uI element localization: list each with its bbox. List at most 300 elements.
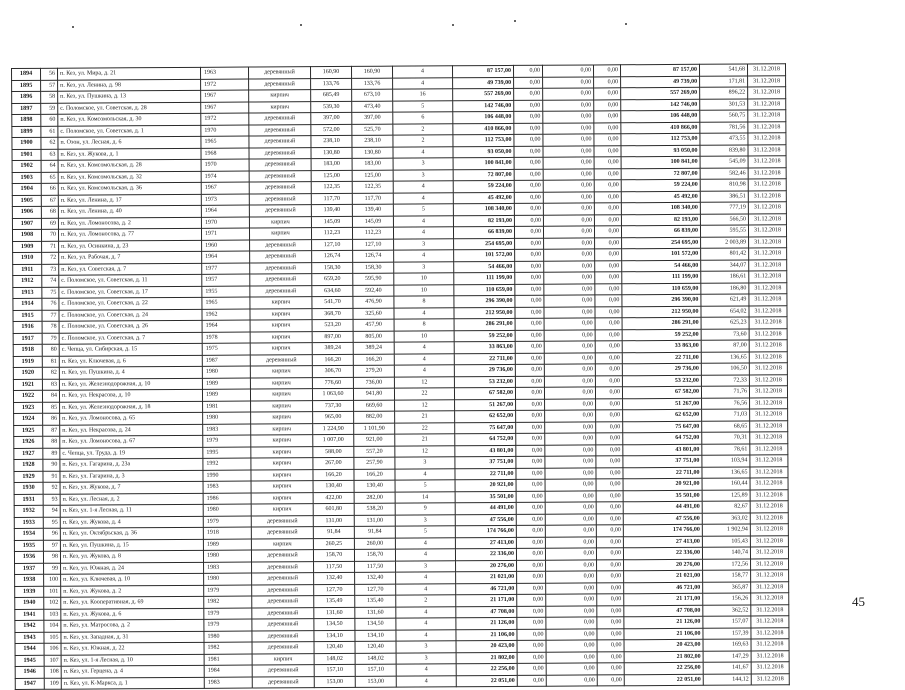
cell-date: 31.12.2018: [749, 294, 787, 306]
cell-floors: 4: [393, 215, 453, 227]
cell-address: п. Кез, ул. Ленина, д. 98: [58, 79, 201, 91]
cell-n: 98: [43, 551, 60, 563]
cell-material: деревянный: [252, 607, 314, 619]
cell-residual: 186,80: [701, 282, 749, 294]
cell-v1: 0,00: [517, 640, 546, 652]
cell-v1: 0,00: [517, 663, 546, 675]
cell-v2: 0,00: [546, 663, 597, 675]
cell-cost: 112 753,00: [453, 134, 514, 146]
cell-address: п. Кез, ул. 1-я Лесная, д. 10: [61, 654, 204, 666]
cell-cost: 212 950,00: [454, 307, 515, 319]
cell-area: 130,80: [311, 147, 352, 159]
cell-area: 158,70: [313, 549, 354, 561]
cell-cost: 33 863,00: [454, 341, 515, 353]
cell-no: 1937: [15, 563, 44, 575]
cell-v3: 0,00: [594, 76, 621, 88]
cell-date: 31.12.2018: [748, 167, 786, 179]
cell-residual: 172,56: [703, 558, 751, 570]
page-number: 45: [852, 594, 865, 609]
cell-area: 133,76: [311, 78, 352, 90]
cell-residual: 344,07: [701, 259, 749, 271]
cell-v3: 0,00: [594, 122, 621, 134]
cell-address: с. Поломское, ул. Советская, д. 17: [59, 286, 202, 298]
cell-n: 97: [43, 540, 60, 552]
cell-n: 100: [44, 574, 61, 586]
cell-living-area: 183,00: [352, 158, 393, 170]
cell-cost: 21 106,00: [456, 629, 517, 641]
cell-v3: 0,00: [596, 479, 623, 491]
cell-v2: 0,00: [546, 594, 597, 606]
cell-v2: 0,00: [544, 260, 595, 272]
cell-cost: 43 801,00: [455, 445, 516, 457]
cell-v3: 0,00: [595, 318, 622, 330]
cell-date: 31.12.2018: [749, 282, 787, 294]
cell-cost: 35 501,00: [455, 491, 516, 503]
cell-year: 1981: [204, 654, 252, 666]
cell-living-area: 134,10: [355, 630, 396, 642]
cell-v3: 0,00: [596, 490, 623, 502]
cell-v2: 0,00: [544, 295, 595, 307]
cell-balance: 45 492,00: [621, 191, 700, 203]
cell-v2: 0,00: [546, 582, 597, 594]
cell-balance: 47 556,00: [623, 513, 702, 525]
cell-material: кирпич: [251, 469, 313, 481]
cell-date: 31.12.2018: [750, 489, 788, 501]
cell-n: 93: [43, 494, 60, 506]
cell-cost: 111 199,00: [454, 272, 515, 284]
cell-floors: 4: [394, 365, 454, 377]
cell-living-area: 153,00: [355, 676, 396, 688]
cell-date: 31.12.2018: [750, 512, 788, 524]
cell-v3: 0,00: [597, 605, 624, 617]
cell-residual: 186,61: [701, 271, 749, 283]
cell-floors: 4: [394, 342, 454, 354]
cell-balance: 53 232,00: [622, 375, 701, 387]
cell-balance: 101 572,00: [622, 248, 701, 260]
cell-residual: 621,49: [701, 294, 749, 306]
cell-year: 1973: [201, 194, 249, 206]
cell-n: 78: [42, 321, 59, 333]
cell-balance: 106 448,00: [621, 110, 700, 122]
cell-n: 101: [44, 586, 61, 598]
cell-cost: 59 252,00: [454, 330, 515, 342]
cell-no: 1932: [14, 505, 43, 517]
cell-n: 103: [44, 609, 61, 621]
cell-year: 1982: [204, 642, 252, 654]
cell-floors: 2: [393, 123, 453, 135]
cell-date: 31.12.2018: [750, 397, 788, 409]
cell-balance: 87 157,00: [620, 64, 699, 76]
cell-n: 59: [41, 103, 58, 115]
cell-floors: 2: [393, 135, 453, 147]
cell-v1: 0,00: [514, 77, 543, 89]
cell-residual: 160,44: [702, 478, 750, 490]
cell-v2: 0,00: [542, 65, 593, 77]
cell-date: 31.12.2018: [748, 133, 786, 145]
cell-material: деревянный: [251, 550, 313, 562]
cell-v2: 0,00: [546, 571, 597, 583]
cell-cost: 54 466,00: [454, 261, 515, 273]
cell-cost: 22 711,00: [454, 353, 515, 365]
cell-v1: 0,00: [514, 169, 543, 181]
cell-year: 1970: [201, 125, 249, 137]
cell-v3: 0,00: [596, 467, 623, 479]
cell-v3: 0,00: [595, 387, 622, 399]
cell-floors: 3: [395, 457, 455, 469]
cell-no: 1913: [13, 287, 42, 299]
cell-material: деревянный: [249, 78, 311, 90]
cell-residual: 71,76: [701, 386, 749, 398]
cell-material: деревянный: [249, 136, 311, 148]
cell-material: деревянный: [250, 262, 312, 274]
cell-cost: 142 746,00: [453, 100, 514, 112]
cell-living-area: 133,76: [352, 78, 393, 90]
cell-address: п. Кез, ул. Гагарина, д. 23а: [60, 458, 203, 470]
cell-area: 127,70: [314, 584, 355, 596]
cell-v3: 0,00: [596, 536, 623, 548]
cell-living-area: 130,40: [354, 480, 395, 492]
cell-living-area: 882,00: [354, 411, 395, 423]
cell-balance: 72 807,00: [621, 168, 700, 180]
cell-balance: 59 252,00: [622, 329, 701, 341]
cell-year: 1984: [204, 665, 252, 677]
cell-material: деревянный: [250, 285, 312, 297]
cell-cost: 45 492,00: [453, 192, 514, 204]
cell-year: 1983: [203, 481, 251, 493]
cell-n: 89: [43, 448, 60, 460]
cell-material: деревянный: [252, 630, 314, 642]
cell-no: 1895: [12, 80, 41, 92]
cell-area: 389,24: [312, 342, 353, 354]
cell-v1: 0,00: [514, 146, 543, 158]
cell-material: деревянный: [252, 676, 314, 688]
cell-living-area: 126,74: [353, 250, 394, 262]
cell-v3: 0,00: [595, 364, 622, 376]
cell-cost: 82 193,00: [453, 215, 514, 227]
cell-living-area: 145,09: [352, 216, 393, 228]
cell-n: 87: [43, 425, 60, 437]
cell-living-area: 117,50: [355, 561, 396, 573]
cell-cost: 53 232,00: [454, 376, 515, 388]
cell-living-area: 673,10: [352, 89, 393, 101]
cell-cost: 286 291,00: [454, 318, 515, 330]
cell-material: кирпич: [251, 400, 313, 412]
cell-n: 99: [44, 563, 61, 575]
cell-living-area: 135,40: [355, 595, 396, 607]
cell-v3: 0,00: [595, 249, 622, 261]
cell-n: 77: [42, 310, 59, 322]
cell-year: 1971: [201, 228, 249, 240]
cell-v1: 0,00: [516, 468, 545, 480]
cell-v2: 0,00: [545, 467, 596, 479]
cell-address: п. Кез, ул. Комсомольская, д. 32: [58, 171, 201, 183]
cell-no: 1896: [12, 91, 41, 103]
cell-v2: 0,00: [544, 341, 595, 353]
cell-no: 1922: [13, 390, 42, 402]
cell-no: 1938: [15, 574, 44, 586]
cell-v1: 0,00: [516, 537, 545, 549]
cell-cost: 21 171,00: [456, 594, 517, 606]
cell-year: 1979: [204, 608, 252, 620]
cell-floors: 9: [395, 503, 455, 515]
cell-v2: 0,00: [544, 272, 595, 284]
cell-year: 1979: [204, 619, 252, 631]
cell-balance: 21 021,00: [624, 570, 703, 582]
cell-cost: 46 721,00: [456, 583, 517, 595]
cell-material: кирпич: [251, 538, 313, 550]
cell-year: 1980: [203, 550, 251, 562]
cell-floors: 4: [395, 468, 455, 480]
cell-address: п. Кез, ул. Некрасова, д. 10: [59, 389, 202, 401]
cell-material: деревянный: [252, 596, 314, 608]
cell-area: 132,40: [314, 572, 355, 584]
cell-n: 61: [41, 126, 58, 138]
cell-material: кирпич: [250, 366, 312, 378]
cell-no: 1941: [15, 609, 44, 621]
cell-area: 539,30: [311, 101, 352, 113]
cell-v3: 0,00: [595, 295, 622, 307]
cell-material: кирпич: [251, 481, 313, 493]
cell-material: деревянный: [250, 354, 312, 366]
cell-cost: 93 050,00: [453, 146, 514, 158]
cell-v3: 0,00: [595, 272, 622, 284]
cell-v3: 0,00: [596, 410, 623, 422]
cell-living-area: 127,10: [353, 239, 394, 251]
cell-area: 117,50: [314, 561, 355, 573]
cell-date: 31.12.2018: [751, 558, 789, 570]
cell-n: 82: [42, 367, 59, 379]
cell-v2: 0,00: [545, 548, 596, 560]
cell-date: 31.12.2018: [748, 75, 786, 87]
cell-n: 70: [41, 229, 58, 241]
cell-v2: 0,00: [545, 398, 596, 410]
cell-cost: 21 802,00: [456, 652, 517, 664]
cell-v3: 0,00: [597, 674, 624, 686]
cell-material: кирпич: [250, 343, 312, 355]
cell-balance: 67 582,00: [622, 386, 701, 398]
cell-living-area: 592,40: [353, 285, 394, 297]
cell-n: 91: [43, 471, 60, 483]
cell-residual: 545,09: [700, 156, 748, 168]
cell-year: 1980: [202, 366, 250, 378]
cell-address: п. Кез, ул. Ломоносова, д. 65: [60, 412, 203, 424]
cell-cost: 22 256,00: [456, 663, 517, 675]
cell-address: п. Кез, ул. Ломоносова, д. 67: [60, 435, 203, 447]
cell-address: п. Кез, ул. Комсомольская, д. 28: [58, 159, 201, 171]
cell-year: 1978: [202, 332, 250, 344]
cell-address: п. Кез, ул. Осинкина, д. 23: [59, 240, 202, 252]
cell-floors: 3: [394, 261, 454, 273]
cell-floors: 4: [396, 618, 456, 630]
cell-address: с. Поломское, ул. Советская, д. 1: [58, 125, 201, 137]
cell-no: 1900: [12, 137, 41, 149]
cell-v2: 0,00: [545, 456, 596, 468]
cell-v1: 0,00: [515, 330, 544, 342]
cell-address: п. Кез, ул. Некрасова, д. 24: [60, 424, 203, 436]
register-body: [12, 64, 790, 690]
cell-date: 31.12.2018: [751, 570, 789, 582]
cell-date: 31.12.2018: [751, 673, 789, 685]
cell-area: 422,00: [313, 492, 354, 504]
cell-address: п. Кез, ул. Пушкина, д. 4: [59, 366, 202, 378]
cell-v1: 0,00: [516, 433, 545, 445]
cell-date: 31.12.2018: [751, 650, 789, 662]
cell-no: 1915: [13, 310, 42, 322]
cell-residual: 363,02: [702, 512, 750, 524]
cell-n: 75: [42, 287, 59, 299]
cell-no: 1905: [12, 195, 41, 207]
cell-v1: 0,00: [514, 157, 543, 169]
cell-residual: 71,03: [702, 409, 750, 421]
cell-cost: 27 413,00: [455, 537, 516, 549]
cell-no: 1935: [14, 540, 43, 552]
cell-no: 1908: [12, 229, 41, 241]
cell-floors: 4: [393, 77, 453, 89]
cell-date: 31.12.2018: [749, 328, 787, 340]
cell-n: 58: [41, 91, 58, 103]
cell-v1: 0,00: [515, 318, 544, 330]
cell-floors: 3: [396, 652, 456, 664]
cell-floors: 5: [393, 204, 453, 216]
cell-area: 541,70: [312, 296, 353, 308]
cell-residual: 566,50: [700, 213, 748, 225]
cell-no: 1926: [14, 436, 43, 448]
cell-no: 1906: [12, 206, 41, 218]
cell-n: 86: [43, 413, 60, 425]
cell-v3: 0,00: [594, 191, 621, 203]
cell-area: 306,70: [312, 365, 353, 377]
cell-n: 109: [44, 678, 61, 690]
cell-year: 1980: [203, 412, 251, 424]
cell-material: кирпич: [251, 412, 313, 424]
cell-no: 1921: [13, 379, 42, 391]
cell-v1: 0,00: [514, 123, 543, 135]
cell-cost: 296 390,00: [454, 295, 515, 307]
cell-residual: 386,51: [700, 190, 748, 202]
cell-residual: 362,52: [703, 604, 751, 616]
cell-balance: 22 051,00: [624, 674, 703, 686]
cell-cost: 20 423,00: [456, 640, 517, 652]
cell-date: 31.12.2018: [748, 110, 786, 122]
cell-living-area: 325,60: [353, 308, 394, 320]
cell-balance: 111 199,00: [622, 271, 701, 283]
cell-v2: 0,00: [546, 640, 597, 652]
cell-floors: 10: [394, 284, 454, 296]
cell-cost: 49 739,00: [453, 77, 514, 89]
cell-balance: 33 863,00: [622, 340, 701, 352]
cell-v2: 0,00: [543, 111, 594, 123]
cell-no: 1925: [14, 425, 43, 437]
cell-v1: 0,00: [515, 376, 544, 388]
cell-n: 56: [41, 68, 58, 80]
cell-living-area: 557,20: [354, 446, 395, 458]
cell-v2: 0,00: [543, 214, 594, 226]
cell-material: деревянный: [252, 584, 314, 596]
cell-no: 1931: [14, 494, 43, 506]
cell-n: 94: [43, 505, 60, 517]
cell-living-area: 160,90: [351, 66, 392, 78]
cell-living-area: 525,70: [352, 124, 393, 136]
cell-balance: 29 736,00: [622, 363, 701, 375]
cell-no: 1929: [14, 471, 43, 483]
cell-n: 63: [41, 149, 58, 161]
cell-cost: 22 711,00: [455, 468, 516, 480]
cell-area: 125,00: [311, 170, 352, 182]
cell-address: п. Кез, ул. Южная, д. 24: [61, 562, 204, 574]
cell-year: 1980: [203, 504, 251, 516]
cell-no: 1946: [15, 666, 44, 678]
cell-living-area: 538,20: [354, 503, 395, 515]
cell-v1: 0,00: [516, 548, 545, 560]
cell-date: 31.12.2018: [750, 455, 788, 467]
cell-date: 31.12.2018: [748, 202, 786, 214]
cell-material: кирпич: [250, 389, 312, 401]
cell-no: 1910: [13, 252, 42, 264]
cell-area: 659,20: [312, 273, 353, 285]
cell-floors: 21: [395, 411, 455, 423]
cell-date: 31.12.2018: [747, 64, 785, 76]
cell-material: кирпич: [249, 101, 311, 113]
cell-v3: 0,00: [597, 640, 624, 652]
cell-living-area: 279,20: [353, 365, 394, 377]
cell-no: 1930: [14, 482, 43, 494]
cell-residual: 158,77: [703, 570, 751, 582]
cell-year: 1989: [202, 378, 250, 390]
cell-living-area: 1 101,90: [354, 423, 395, 435]
cell-no: 1944: [15, 643, 44, 655]
cell-no: 1903: [12, 172, 41, 184]
cell-area: 601,80: [313, 503, 354, 515]
cell-address: п. Кез, ул. Гагарина, д. 3: [60, 470, 203, 482]
cell-year: 1992: [203, 458, 251, 470]
cell-v1: 0,00: [514, 88, 543, 100]
cell-no: 1894: [12, 68, 41, 80]
cell-address: п. Кез, ул. Жукова, д. 8: [60, 550, 203, 562]
cell-residual: 87,00: [701, 340, 749, 352]
cell-address: с. Чепца, ул. Труда, д. 19: [60, 447, 203, 459]
cell-balance: 64 752,00: [623, 432, 702, 444]
cell-address: с. Чепца, ул. Сибирская, д. 15: [59, 343, 202, 355]
cell-v2: 0,00: [543, 203, 594, 215]
cell-balance: 286 291,00: [622, 317, 701, 329]
cell-v2: 0,00: [544, 318, 595, 330]
cell-date: 31.12.2018: [751, 616, 789, 628]
cell-material: деревянный: [249, 193, 311, 205]
cell-floors: 4: [392, 66, 452, 78]
cell-material: деревянный: [249, 124, 311, 136]
cell-material: кирпич: [250, 308, 312, 320]
cell-floors: 14: [395, 491, 455, 503]
cell-n: 74: [42, 275, 59, 287]
cell-area: 157,10: [314, 664, 355, 676]
cell-address: п. Кез, ул. Западная, д. 31: [61, 631, 204, 643]
cell-residual: 781,56: [700, 121, 748, 133]
cell-v3: 0,00: [594, 111, 621, 123]
cell-v3: 0,00: [596, 513, 623, 525]
cell-n: 81: [42, 356, 59, 368]
cell-no: 1923: [14, 402, 43, 414]
cell-address: п. Кез, ул. Мира, д. 21: [58, 67, 201, 79]
cell-n: 66: [41, 183, 58, 195]
cell-v1: 0,00: [513, 65, 542, 77]
cell-v2: 0,00: [546, 674, 597, 686]
cell-v3: 0,00: [595, 237, 622, 249]
cell-year: 1970: [201, 159, 249, 171]
cell-date: 31.12.2018: [750, 524, 788, 536]
cell-cost: 62 652,00: [455, 410, 516, 422]
cell-material: кирпич: [250, 297, 312, 309]
cell-living-area: 389,24: [353, 342, 394, 354]
